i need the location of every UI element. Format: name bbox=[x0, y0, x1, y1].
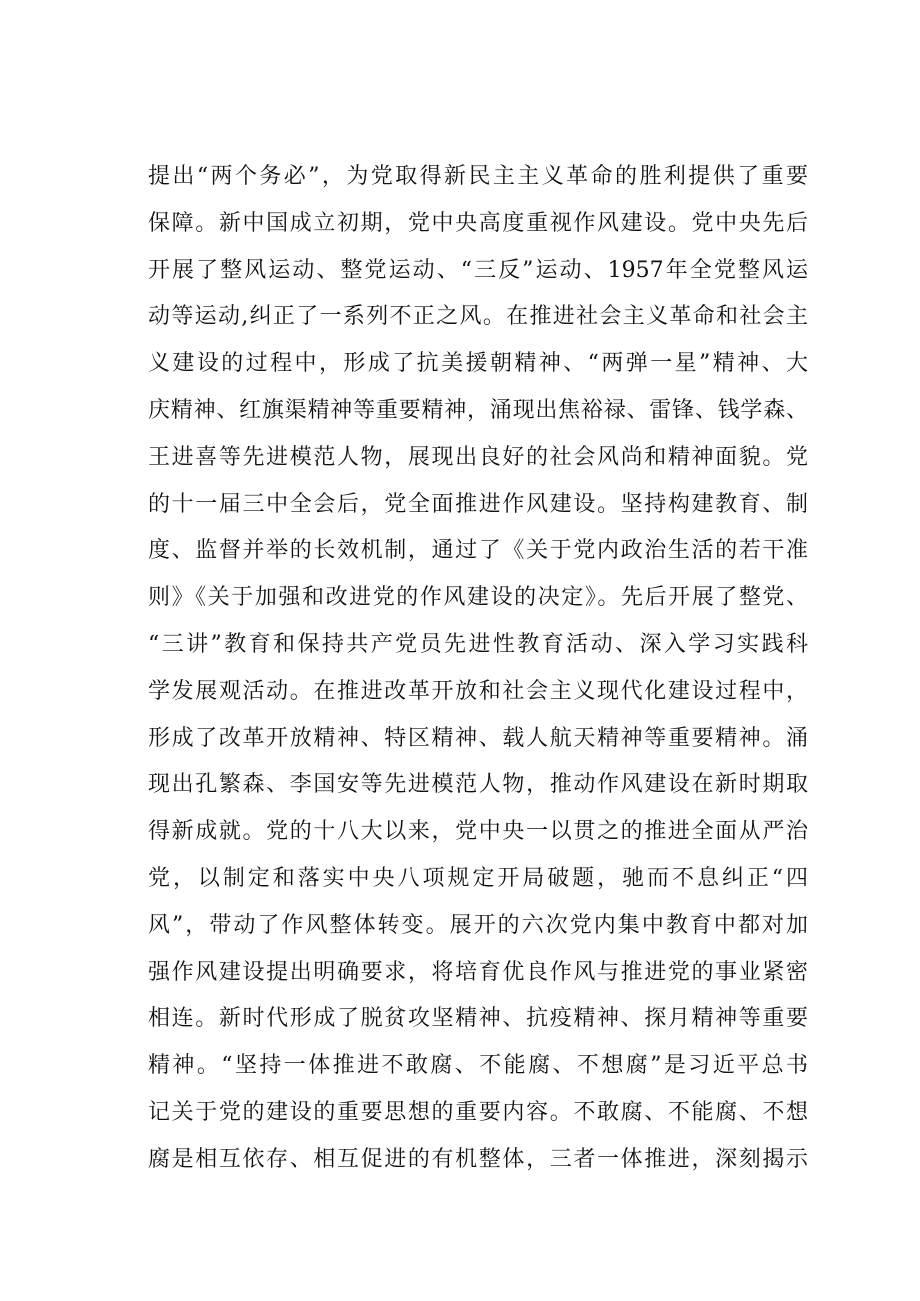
text-line: 现出孔繁森、李国安等先进模范人物，推动作风建设在新时期取 bbox=[148, 772, 808, 798]
text-line: 提出“两个务必”，为党取得新民主主义革命的胜利提供了重要 bbox=[148, 164, 808, 189]
text-line: 则》《关于加强和改进党的作风建设的决定》。先后开展了整党、 bbox=[148, 585, 808, 611]
text-line: 保障。新中国成立初期，党中央高度重视作风建设。党中央先后 bbox=[148, 210, 808, 236]
text-line: 形成了改革开放精神、特区精神、载人航天精神等重要精神。涌 bbox=[148, 725, 808, 751]
text-line: 王进喜等先进模范人物，展现出良好的社会风尚和精神面貌。党 bbox=[148, 444, 808, 470]
text-line: “三讲”教育和保持共产党员先进性教育活动、深入学习实践科 bbox=[148, 631, 808, 657]
text-line: 动等运动,纠正了一系列不正之风。在推进社会主义革命和社会主 bbox=[148, 304, 808, 330]
text-line: 学发展观活动。在推进改革开放和社会主义现代化建设过程中， bbox=[148, 678, 808, 704]
text-line: 风”，带动了作风整体转变。展开的六次党内集中教育中都对加 bbox=[148, 912, 808, 938]
text-line: 义建设的过程中，形成了抗美援朝精神、“两弹一星”精神、大 bbox=[148, 351, 808, 377]
text-line: 得新成就。党的十八大以来，党中央一以贯之的推进全面从严治 bbox=[148, 819, 808, 845]
body-paragraph bbox=[148, 154, 808, 1184]
text-line: 强作风建设提出明确要求，将培育优良作风与推进党的事业紧密 bbox=[148, 959, 808, 985]
text-line: 的十一届三中全会后，党全面推进作风建设。坚持构建教育、制 bbox=[148, 491, 808, 517]
text-line: 精神。“坚持一体推进不敢腐、不能腐、不想腐”是习近平总书 bbox=[148, 1053, 808, 1079]
text-line: 庆精神、红旗渠精神等重要精神，涌现出焦裕禄、雷锋、钱学森、 bbox=[148, 397, 808, 423]
text-line: 相连。新时代形成了脱贫攻坚精神、抗疫精神、探月精神等重要 bbox=[148, 1006, 808, 1032]
text-line: 记关于党的建设的重要思想的重要内容。不敢腐、不能腐、不想 bbox=[148, 1099, 808, 1125]
text-line: 开展了整风运动、整党运动、“三反”运动、1957年全党整风运 bbox=[148, 257, 808, 283]
text-line: 度、监督并举的长效机制，通过了《关于党内政治生活的若干准 bbox=[148, 538, 808, 564]
text-line: 党，以制定和落实中央八项规定开局破题，驰而不息纠正“四 bbox=[148, 865, 808, 891]
text-line: 腐是相互依存、相互促进的有机整体，三者一体推进，深刻揭示 bbox=[148, 1146, 808, 1172]
